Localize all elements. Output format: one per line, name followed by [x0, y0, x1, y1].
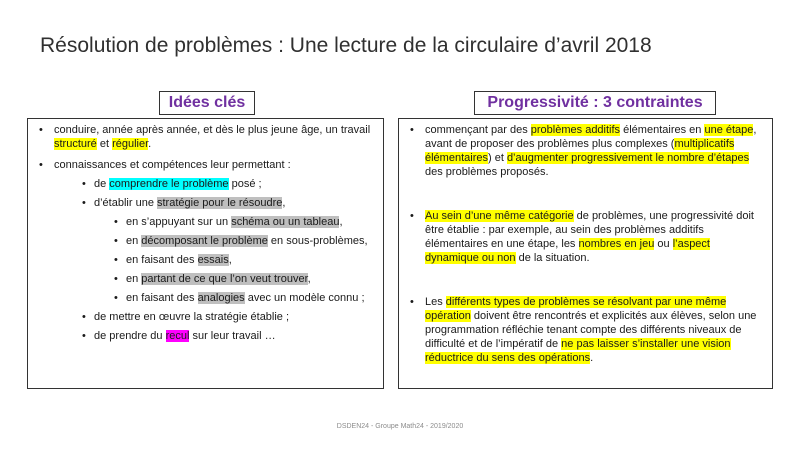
- footer: DSDEN24 - Groupe Math24 - 2019/2020: [336, 423, 464, 430]
- text: ,: [228, 254, 232, 266]
- list-item: [108, 253, 377, 267]
- highlight: différents types de problèmes se résolvant par une même opération: [425, 296, 727, 322]
- highlight: recul: [165, 330, 190, 342]
- text: ,: [307, 273, 311, 285]
- text: ,: [282, 197, 286, 209]
- text: d’établir une: [94, 197, 157, 209]
- text: en s’appuyant sur un: [126, 216, 232, 228]
- list-item: [403, 209, 764, 265]
- text: posé ;: [228, 178, 262, 190]
- highlight: partant de ce que l’on veut trouver: [141, 273, 308, 285]
- text: , avant de proposer des problèmes plus complexes (: [425, 124, 757, 150]
- left-heading: [159, 91, 255, 115]
- right-list: [403, 123, 764, 365]
- list-item: [108, 234, 377, 248]
- text: en: [126, 273, 142, 285]
- text: en sous-problèmes,: [267, 235, 368, 247]
- text: commençant par des: [425, 124, 531, 136]
- text: en faisant des: [126, 292, 198, 304]
- highlight: essais: [197, 254, 229, 266]
- text: de problèmes, une progressivité doit être établie : par exemple, au sein des problèmes additifs élémentaires en une étape, les: [425, 210, 754, 250]
- highlight: ne pas laisser s’installer une vision réductrice du sens des opérations: [425, 338, 731, 364]
- text: doivent être rencontrés et explicités aux élèves, selon une programmation réfléchie tenant compte des différents niveaux de difficulté et de l’impératif de: [425, 310, 757, 350]
- highlight: l’aspect dynamique ou non: [425, 238, 710, 264]
- text: sur leur travail …: [189, 330, 276, 342]
- text: élémentaires en: [620, 124, 705, 136]
- text: de la situation.: [515, 252, 590, 264]
- text: ou: [654, 238, 673, 250]
- list-item: [76, 329, 377, 343]
- list-item: [108, 291, 377, 305]
- highlight: schéma ou un tableau: [231, 216, 340, 228]
- list-item: [76, 177, 377, 191]
- highlight: Au sein d’une même catégorie: [425, 210, 574, 222]
- text: ,: [339, 216, 343, 228]
- text: .: [590, 352, 594, 364]
- list-item: [108, 272, 377, 286]
- left-heading-text: Idées clés: [168, 94, 246, 111]
- list-item: [403, 295, 764, 365]
- highlight: régulier: [112, 138, 149, 150]
- text: conduire, année après année, et dès le plus jeune âge, un travail: [54, 124, 371, 136]
- left-panel: [27, 118, 384, 389]
- text: ) et: [487, 152, 507, 164]
- sub-sub-list: [108, 215, 377, 305]
- highlight: multiplicatifs élémentaires: [425, 138, 735, 164]
- text: de prendre du: [94, 330, 166, 342]
- text: des problèmes proposés.: [425, 166, 549, 178]
- list-item: [108, 215, 377, 229]
- list-item: [32, 158, 377, 343]
- text: Les: [425, 296, 446, 308]
- highlight: comprendre le problème: [109, 178, 229, 190]
- text: de: [94, 178, 110, 190]
- right-heading: [474, 91, 716, 115]
- list-item: [76, 310, 377, 324]
- highlight: nombres en jeu: [578, 238, 655, 250]
- left-list: [32, 123, 377, 343]
- list-item: [403, 123, 764, 179]
- list-item: [32, 123, 377, 151]
- text: .: [148, 138, 152, 150]
- highlight: une étape: [704, 124, 754, 136]
- text: en: [126, 235, 142, 247]
- highlight: analogies: [197, 292, 245, 304]
- list-item: [76, 196, 377, 305]
- text: connaissances et compétences leur permettant :: [54, 159, 291, 171]
- highlight: structuré: [54, 138, 97, 150]
- highlight: problèmes additifs: [530, 124, 621, 136]
- highlight: stratégie pour le résoudre: [157, 197, 283, 209]
- highlight: d’augmenter progressivement le nombre d’étapes: [506, 152, 750, 164]
- text: avec un modèle connu ;: [244, 292, 365, 304]
- right-heading-text: Progressivité : 3 contraintes: [487, 94, 703, 111]
- highlight: décomposant le problème: [141, 235, 268, 247]
- right-panel: [398, 118, 773, 389]
- text: et: [96, 138, 113, 150]
- text: en faisant des: [126, 254, 198, 266]
- text: de mettre en œuvre la stratégie établie ;: [94, 311, 290, 323]
- sub-list: [76, 177, 377, 343]
- slide-title: Résolution de problèmes : Une lecture de la circulaire d’avril 2018: [40, 34, 652, 57]
